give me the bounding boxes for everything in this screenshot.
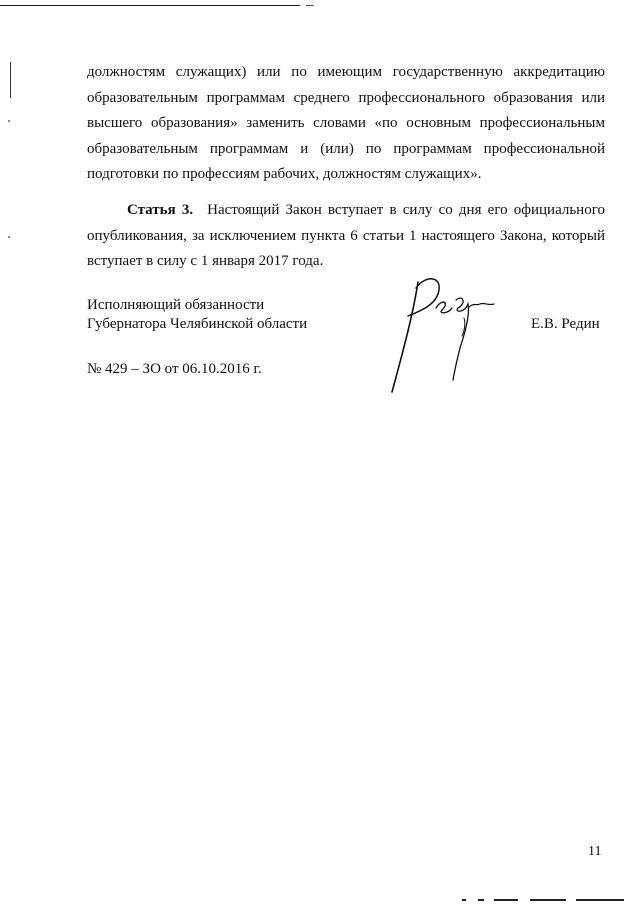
paragraph-continuation: должностям служащих) или по имеющим государственную аккредитацию образовательным программам среднего профессионального образования или высшего образования» заменить словами «по основным профессиональным образовательным программам и (или) по программам профессиональной подготовки по профессиям рабочих, должностям служащих». [87, 64, 605, 182]
scan-artifact-top-dash [306, 5, 314, 6]
signatory-title-line-1: Исполняющий обязанности [87, 297, 265, 313]
scan-artifact-bottom [576, 899, 624, 901]
scan-artifact-bottom [530, 899, 566, 901]
scan-artifact-dot [8, 236, 10, 238]
scan-artifact-dot [8, 120, 10, 122]
page-number: 11 [588, 844, 602, 859]
scan-artifact-left-mark [10, 62, 11, 98]
scan-artifact-bottom [462, 899, 466, 901]
article-3-label: Статья 3. [127, 202, 194, 218]
article-3-text: Настоящий Закон вступает в силу со дня его официального опубликования, за исключением пункта 6 статьи 1 настоящего Закона, который вступает в силу с 1 января 2017 года. [87, 202, 605, 269]
scan-artifact-bottom [478, 899, 484, 901]
signatory-title-line-2: Губернатора Челябинской области [87, 316, 308, 332]
law-number-and-date: № 429 – ЗО от 06.10.2016 г. [87, 361, 262, 377]
scan-artifact-bottom [494, 899, 518, 901]
article-3-paragraph [87, 198, 605, 275]
handwritten-signature [380, 270, 510, 395]
scan-artifact-top-line [0, 5, 300, 6]
signatory-title [87, 296, 307, 334]
signatory-name: Е.В. Редин [531, 316, 600, 332]
